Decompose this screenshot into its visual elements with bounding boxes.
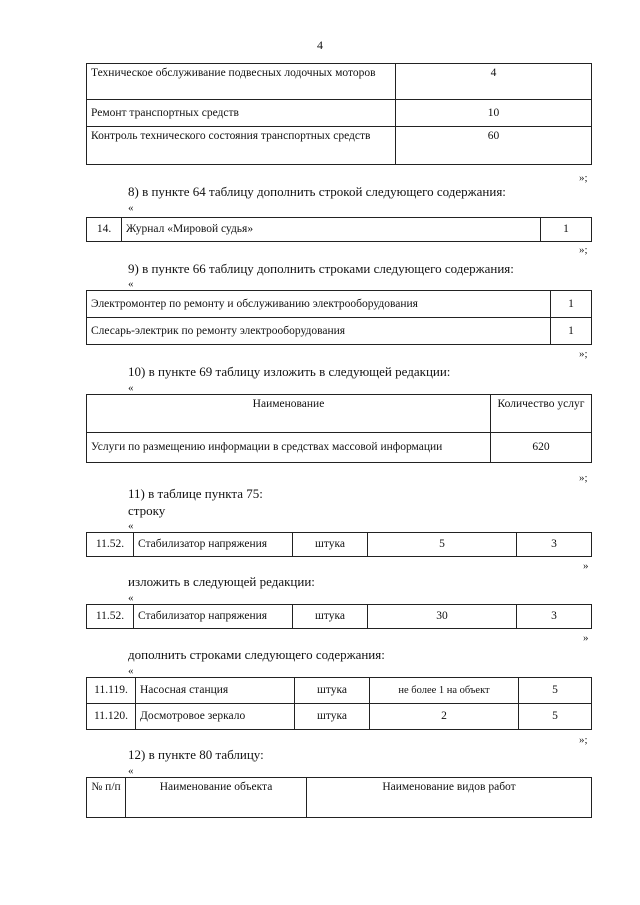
page-number: 4: [317, 38, 323, 52]
closing-quote: »;: [579, 734, 588, 746]
row-name: Досмотровое зеркало: [136, 704, 295, 730]
table-row: [87, 218, 592, 242]
service-value: 4: [396, 64, 592, 100]
media-services-table: [86, 394, 592, 463]
row-unit: штука: [295, 678, 370, 704]
opening-quote: «: [128, 202, 134, 214]
row-name: Журнал «Мировой судья»: [122, 218, 541, 242]
item-11-row-text: строку: [128, 503, 166, 518]
row-name: Насосная станция: [136, 678, 295, 704]
row-number: 11.120.: [87, 704, 136, 730]
table-row: [87, 318, 592, 345]
service-name: Контроль технического состояния транспортных средств: [87, 127, 396, 165]
row-number: 14.: [87, 218, 122, 242]
row-name: Электромонтер по ремонту и обслуживанию электрооборудования: [87, 291, 551, 318]
table-row: [87, 704, 592, 730]
row-name: Стабилизатор напряжения: [134, 533, 293, 557]
row-years: 3: [517, 533, 592, 557]
row-unit: штука: [293, 605, 368, 629]
table-row: [87, 605, 592, 629]
row-value: 620: [491, 433, 592, 463]
row-value: 1: [551, 318, 592, 345]
row-value: 1: [551, 291, 592, 318]
opening-quote: «: [128, 765, 134, 777]
closing-quote: »;: [579, 244, 588, 256]
row-name: Слесарь-электрик по ремонту электрооборудования: [87, 318, 551, 345]
table-row: [87, 291, 592, 318]
header-number: № п/п: [87, 778, 126, 818]
item-11-text: 11) в таблице пункта 75:: [128, 486, 263, 501]
row-years: 3: [517, 605, 592, 629]
header-works: Наименование видов работ: [307, 778, 592, 818]
row-value: 1: [541, 218, 592, 242]
table-header-row: [87, 778, 592, 818]
service-name: Ремонт транспортных средств: [87, 100, 396, 127]
row-number: 11.52.: [87, 605, 134, 629]
stabilizer-old-table: [86, 532, 592, 557]
item-9-text: 9) в пункте 66 таблицу дополнить строками следующего содержания:: [128, 261, 514, 276]
closing-quote: »: [583, 560, 589, 572]
table-row: [87, 100, 592, 127]
table-header-row: [87, 395, 592, 433]
closing-quote: »: [583, 632, 589, 644]
opening-quote: «: [128, 278, 134, 290]
row-name: Стабилизатор напряжения: [134, 605, 293, 629]
row-quantity: 5: [368, 533, 517, 557]
table-row: [87, 533, 592, 557]
item-8-text: 8) в пункте 64 таблицу дополнить строкой следующего содержания:: [128, 184, 506, 199]
services-table: [86, 63, 592, 165]
works-table-header: [86, 777, 592, 818]
header-name: Наименование: [87, 395, 491, 433]
row-years: 5: [519, 678, 592, 704]
opening-quote: «: [128, 592, 134, 604]
row-number: 11.119.: [87, 678, 136, 704]
added-equipment-table: [86, 677, 592, 730]
item-10-text: 10) в пункте 69 таблицу изложить в следующей редакции:: [128, 364, 451, 379]
row-name: Услуги по размещению информации в средствах массовой информации: [87, 433, 491, 463]
opening-quote: «: [128, 520, 134, 532]
journal-table: [86, 217, 592, 242]
table-row: [87, 127, 592, 165]
row-number: 11.52.: [87, 533, 134, 557]
item-12-text: 12) в пункте 80 таблицу:: [128, 747, 264, 762]
opening-quote: «: [128, 665, 134, 677]
table-row: [87, 433, 592, 463]
item-11-add-text: дополнить строками следующего содержания:: [128, 647, 385, 662]
stabilizer-new-table: [86, 604, 592, 629]
row-years: 5: [519, 704, 592, 730]
item-11-replace-text: изложить в следующей редакции:: [128, 574, 315, 589]
service-value: 60: [396, 127, 592, 165]
header-object: Наименование объекта: [126, 778, 307, 818]
staff-table: [86, 290, 592, 345]
table-row: [87, 64, 592, 100]
service-value: 10: [396, 100, 592, 127]
closing-quote: »;: [579, 172, 588, 184]
row-unit: штука: [295, 704, 370, 730]
closing-quote: »;: [579, 348, 588, 360]
opening-quote: «: [128, 382, 134, 394]
row-quantity: 30: [368, 605, 517, 629]
row-quantity: не более 1 на объект: [370, 678, 519, 704]
closing-quote: »;: [579, 472, 588, 484]
row-unit: штука: [293, 533, 368, 557]
service-name: Техническое обслуживание подвесных лодочных моторов: [87, 64, 396, 100]
row-quantity: 2: [370, 704, 519, 730]
header-quantity: Количество услуг: [491, 395, 592, 433]
table-row: [87, 678, 592, 704]
